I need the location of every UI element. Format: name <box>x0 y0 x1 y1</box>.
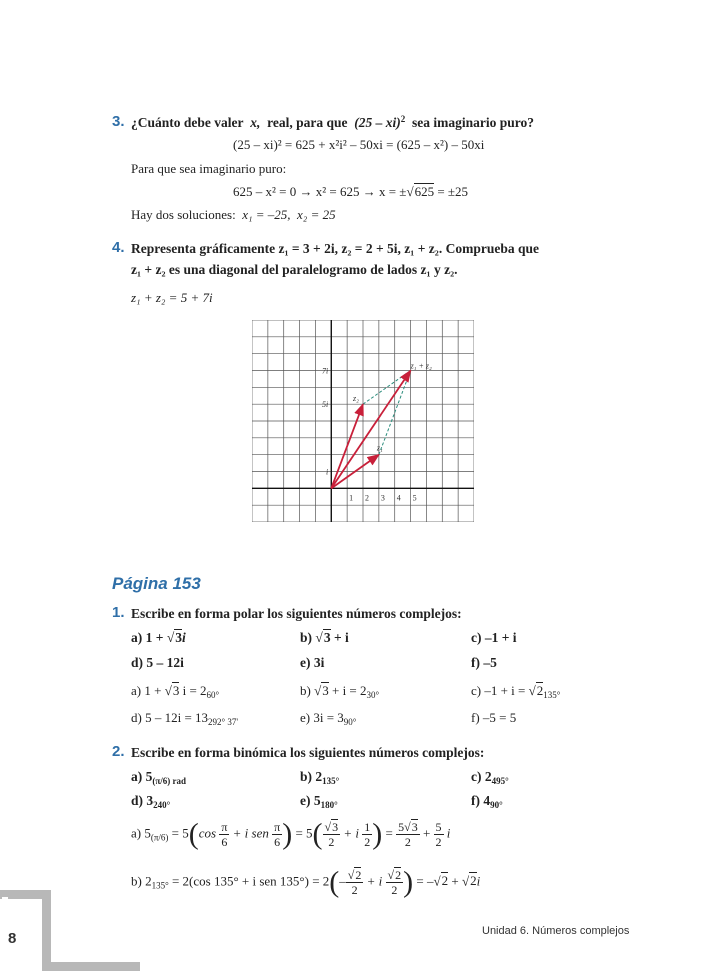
vector-3 <box>331 371 410 489</box>
answer-text: + i <box>363 873 386 889</box>
answer-text: d) 5 – 12i = 13 <box>131 710 209 725</box>
angle: 90° <box>343 717 357 727</box>
numerator: π <box>274 820 281 834</box>
ex1-answer-f: f) –5 = 5 <box>471 710 517 725</box>
item-sub: 240° <box>153 800 171 810</box>
numerator: π <box>221 820 228 834</box>
angle: 292° 37' <box>208 717 239 727</box>
ex1-answer-d <box>131 710 238 727</box>
denominator: 6 <box>274 835 281 849</box>
ex1-item-f: f) –5 <box>471 655 497 670</box>
vector-label: z₁ + z₂ <box>410 361 432 371</box>
exercise-1-question: Escribe en forma polar los siguientes números complejos: <box>131 606 462 621</box>
x-tick-label: 4 <box>396 493 401 503</box>
exercise-3-solutions <box>131 207 336 223</box>
numerator: 5√3 <box>398 820 418 834</box>
fraction <box>396 820 420 849</box>
radicand: 2 <box>536 683 544 698</box>
ex1-item-b: b) √3 + i <box>300 630 349 645</box>
sen-text: + i sen <box>229 825 273 841</box>
vector-label: z₁ <box>376 443 383 453</box>
denominator: 2 <box>351 883 358 897</box>
exercise-4-line2: z₁ + z₂ es una diagonal del paralelogramo de lados z₁ y z₂. <box>131 262 458 277</box>
ex2-item-a <box>131 769 186 786</box>
answer-text: = 5 <box>168 825 189 841</box>
item-sub: 135° <box>322 776 340 786</box>
ex2-item-e <box>300 793 338 810</box>
numerator: 1 <box>364 820 371 834</box>
radicand: 3 <box>322 683 329 698</box>
solutions-label: Hay dos soluciones: <box>131 207 236 222</box>
question-text: ¿Cuánto debe valer <box>131 115 244 130</box>
exercise-1-number: 1. <box>112 604 125 621</box>
denominator: 2 <box>391 883 398 897</box>
page-number: 8 <box>8 930 17 947</box>
denominator: 2 <box>435 835 442 849</box>
numerator: √3 <box>324 820 339 834</box>
exercise-2-question: Escribe en forma binómica los siguientes números complejos: <box>131 745 485 760</box>
item-sub: 495° <box>491 776 509 786</box>
x-tick-label: 3 <box>380 493 385 503</box>
ex2-item-f <box>471 793 503 810</box>
ex1-answer-e <box>300 710 356 727</box>
numerator: 5 <box>435 820 442 834</box>
ex1-answer-a: a) 1 + √3 $i = 2_{60^\circ}$ <box>131 683 220 700</box>
denominator: 6 <box>221 835 228 849</box>
section-title: Página 153 <box>112 574 201 593</box>
item-tail: + i <box>330 630 349 645</box>
fraction <box>434 820 444 849</box>
radicand: 3 <box>332 820 339 834</box>
numerator: √2 <box>347 868 362 882</box>
denominator: 2 <box>364 835 371 849</box>
item-sub: (π/6) rad <box>152 776 187 786</box>
answer-text: – <box>339 873 346 889</box>
angle: 60° <box>206 690 220 700</box>
radicand: 3 <box>172 683 180 698</box>
item-text: a) 1 + <box>131 630 167 645</box>
item-text: b) <box>300 630 316 645</box>
x-tick-label: 2 <box>365 493 369 503</box>
solution-2: x₂ = 25 <box>297 207 336 222</box>
exercise-4-line1: Representa gráficamente z₁ = 3 + 2i, z₂ = 2 + 5i, z₁ + z₂. Comprueba que <box>131 241 539 256</box>
numerator: √2 <box>387 868 402 882</box>
complex-plane-chart <box>252 320 474 522</box>
angle: 30° <box>366 690 380 700</box>
coef: 5 <box>398 820 405 834</box>
item-tail: i <box>182 630 186 645</box>
angle: (π/6) <box>150 832 169 843</box>
item-text: d) 3 <box>131 793 154 808</box>
radicand: 2 <box>355 868 362 882</box>
ex2-item-b <box>300 769 339 786</box>
answer-text: i = 2 <box>179 683 207 698</box>
ex2-answer-b: b) $2_{135^\circ} = 2(\cos$ 135° + i sen 135°) = 2(– $\frac{√2}{2}$ + i $\frac{√2}{2}$ ) = –√2 + √2i <box>131 865 481 899</box>
answer-text: b) <box>300 683 315 698</box>
ex1-answer-b: b) $√3 + i = 2_{30^\circ}$ <box>300 683 380 700</box>
ex2-item-d <box>131 793 170 810</box>
radicand: 2 <box>395 868 402 882</box>
denominator: 2 <box>328 835 335 849</box>
ex1-item-e: e) 3i <box>300 655 325 670</box>
item-text: c) 2 <box>471 769 492 784</box>
ex1-item-d: d) 5 – 12i <box>131 655 184 670</box>
fraction <box>219 820 229 849</box>
solution-1: x₁ = –25, <box>242 207 291 222</box>
ex2-answer-a: a) $5_{(\pi/6)} = 5(\cos$ $\frac{\pi}{6}$ + i sen $\frac{\pi}{6}$ ) = 5( $\frac{√3}{2}$ + i $\frac{1}{2}$ ) = $\frac{5√3}{2}$ + $\frac{5}{2}$ i <box>131 817 451 851</box>
answer-text: b) 2 <box>131 873 152 889</box>
item-sub: 90° <box>490 800 503 810</box>
x-tick-label: 1 <box>349 493 354 503</box>
answer-text: = 2(cos 135° + i sen 135°) = 2 <box>168 873 330 889</box>
exercise-4-answer: z₁ + z₂ = 5 + 7i <box>131 290 213 305</box>
item-text: a) 5 <box>131 769 153 784</box>
vector-label: z₂ <box>353 394 359 404</box>
question-power: 2 <box>400 114 406 124</box>
page-corner-decoration <box>0 890 140 971</box>
ex1-item-a: a) 1 + √3i <box>131 630 186 645</box>
answer-text: i <box>443 825 451 841</box>
radicand: 3 <box>175 630 182 645</box>
question-expr: (25 – xi) <box>354 115 401 130</box>
radicand: 3 <box>323 630 331 645</box>
exercise-3-eq1: (25 – xi)² = 625 + x²i² – 50xi = (625 – x²) – 50xi <box>233 137 485 152</box>
exercise-4-number: 4. <box>112 239 125 256</box>
y-tick-label: 7i <box>322 366 329 376</box>
radicand: 2 <box>441 873 449 889</box>
answer-text: + i = 2 <box>328 683 367 698</box>
exercise-3-eq2: 625 – x² = 0 → x² = 625 → x = ±√625 = ±25 <box>233 184 469 199</box>
item-text: b) 2 <box>300 769 323 784</box>
denominator: 2 <box>404 835 411 849</box>
exercise-3-number: 3. <box>112 113 125 130</box>
answer-text: = <box>382 825 397 841</box>
radicand: 2 <box>470 873 477 889</box>
y-tick-label: 5i <box>322 400 329 410</box>
item-text: f) 4 <box>471 793 491 808</box>
exercise-3-question <box>131 114 534 131</box>
answer-text: e) 3i = 3 <box>300 710 344 725</box>
fraction <box>362 820 372 849</box>
item-text: e) 5 <box>300 793 321 808</box>
x-tick-label: 5 <box>412 493 417 503</box>
answer-text: a) 5 <box>131 825 151 841</box>
ex1-answer-c: c) $-1 + i = √2_{135^\circ}$ <box>471 683 561 700</box>
fraction <box>272 820 282 849</box>
question-var: x, <box>250 115 261 130</box>
fraction <box>346 868 364 897</box>
radicand: 3 <box>411 820 418 834</box>
question-text: real, para que <box>267 115 348 130</box>
eq-part: 625 – x² = 0 → x² = 625 → x = ± <box>233 184 407 199</box>
footer-unit: Unidad 6. Números complejos <box>482 925 630 937</box>
ex2-item-c <box>471 769 509 786</box>
radicand: 625 <box>414 184 435 199</box>
answer-text: i <box>476 873 481 889</box>
answer-text: = – <box>413 873 434 889</box>
y-tick-label: i <box>326 467 329 477</box>
angle: 135° <box>151 880 169 891</box>
answer-text: = 5 <box>292 825 313 841</box>
angle: 135° <box>543 690 561 700</box>
answer-text: + i <box>340 825 363 841</box>
question-text: sea imaginario puro? <box>412 115 535 130</box>
answer-text: + <box>448 873 462 889</box>
ex1-item-c: c) –1 + i <box>471 630 517 645</box>
cos-text: cos <box>198 825 217 841</box>
answer-text: a) 1 + <box>131 683 165 698</box>
fraction <box>323 820 341 849</box>
answer-text: c) –1 + i = <box>471 683 529 698</box>
eq-part: = ±25 <box>434 184 469 199</box>
exercise-2-number: 2. <box>112 743 125 760</box>
fraction <box>386 868 404 897</box>
exercise-3-text1: Para que sea imaginario puro: <box>131 161 287 176</box>
answer-text: + <box>419 825 434 841</box>
item-sub: 180° <box>320 800 338 810</box>
